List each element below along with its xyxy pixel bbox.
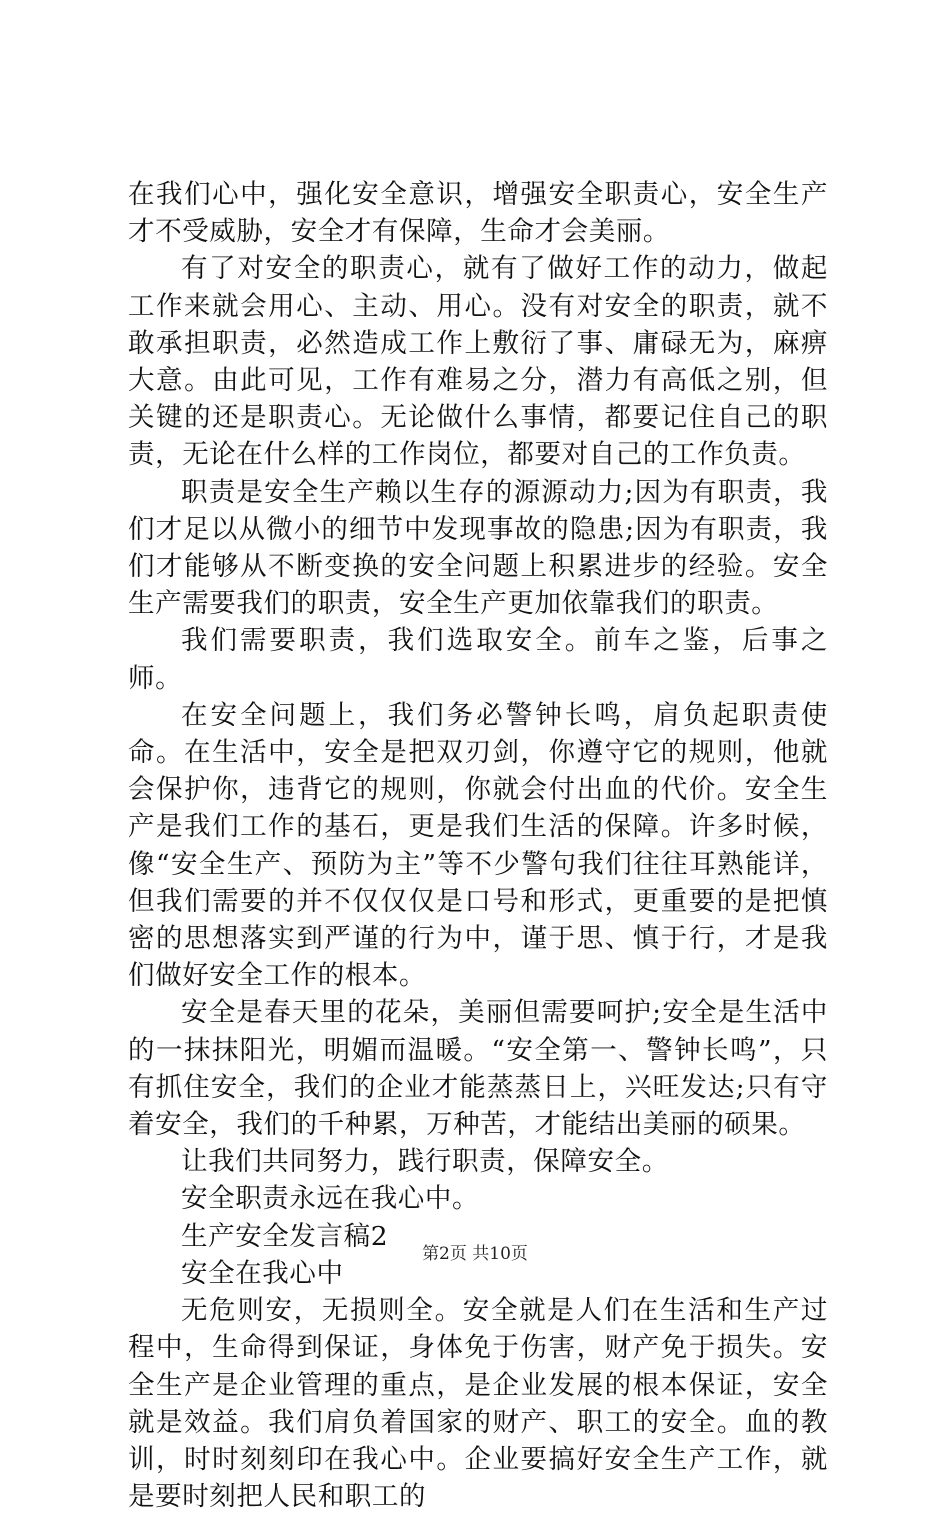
paragraph: 让我们共同努力，践行职责，保障安全。 — [181, 1146, 669, 1178]
paragraph: 安全是春天里的花朵，美丽但需要呵护;安全是生活中的一抹抹阳光，明媚而温暖。“安全第一、警钟长鸣”，只有抓住安全，我们的企业才能蒸蒸日上，兴旺发达;只有守着安全，我们的千种累，万种苦，才能结出美丽的硕果。 — [128, 997, 828, 1141]
paragraph: 安全职责永远在我心中。 — [181, 1183, 480, 1215]
section-subtitle: 安全在我心中 — [181, 1257, 344, 1289]
paragraph: 在安全问题上，我们务必警钟长鸣，肩负起职责使命。在生活中，安全是把双刃剑，你遵守它的规则，他就会保护你，违背它的规则，你就会付出血的代价。安全生产是我们工作的基石，更是我们生活的保障。许多时候，像“安全生产、预防为主”等不少警句我们往往耳熟能详，但我们需要的并不仅仅仅是口号和形式，更重要的是把慎密的思想落实到严谨的行为中，谨于思、慎于行，才是我们做好安全工作的根本。 — [128, 699, 828, 992]
paragraph: 有了对安全的职责心，就有了做好工作的动力，做起工作来就会用心、主动、用心。没有对安全的职责，就不敢承担职责，必然造成工作上敷衍了事、庸碌无为，麻痹大意。由此可见，工作有难易之分，潜力有高低之别，但关键的还是职责心。无论做什么事情，都要记住自己的职责，无论在什么样的工作岗位，都要对自己的工作负责。 — [128, 253, 828, 471]
document-body — [128, 176, 828, 1515]
paragraph-continuation: 在我们心中，强化安全意识，增强安全职责心，安全生产才不受威胁，安全才有保障，生命才会美丽。 — [128, 179, 828, 248]
page-footer — [0, 1243, 950, 1265]
section-heading: 生产安全发言稿2 — [181, 1220, 389, 1252]
page-number: 第2页 共10页 — [422, 1244, 528, 1264]
paragraph: 职责是安全生产赖以生存的源源动力;因为有职责，我们才足以从微小的细节中发现事故的隐患;因为有职责，我们才能够从不断变换的安全问题上积累进步的经验。安全生产需要我们的职责，安全生产更加依靠我们的职责。 — [128, 476, 828, 620]
paragraph: 无危则安，无损则全。安全就是人们在生活和生产过程中，生命得到保证，身体免于伤害，财产免于损失。安全生产是企业管理的重点，是企业发展的根本保证，安全就是效益。我们肩负着国家的财产、职工的安全。血的教训，时时刻刻印在我心中。企业要搞好安全生产工作，就是要时刻把人民和职工的 — [128, 1295, 828, 1513]
paragraph: 我们需要职责，我们选取安全。前车之鉴，后事之师。 — [128, 625, 828, 694]
